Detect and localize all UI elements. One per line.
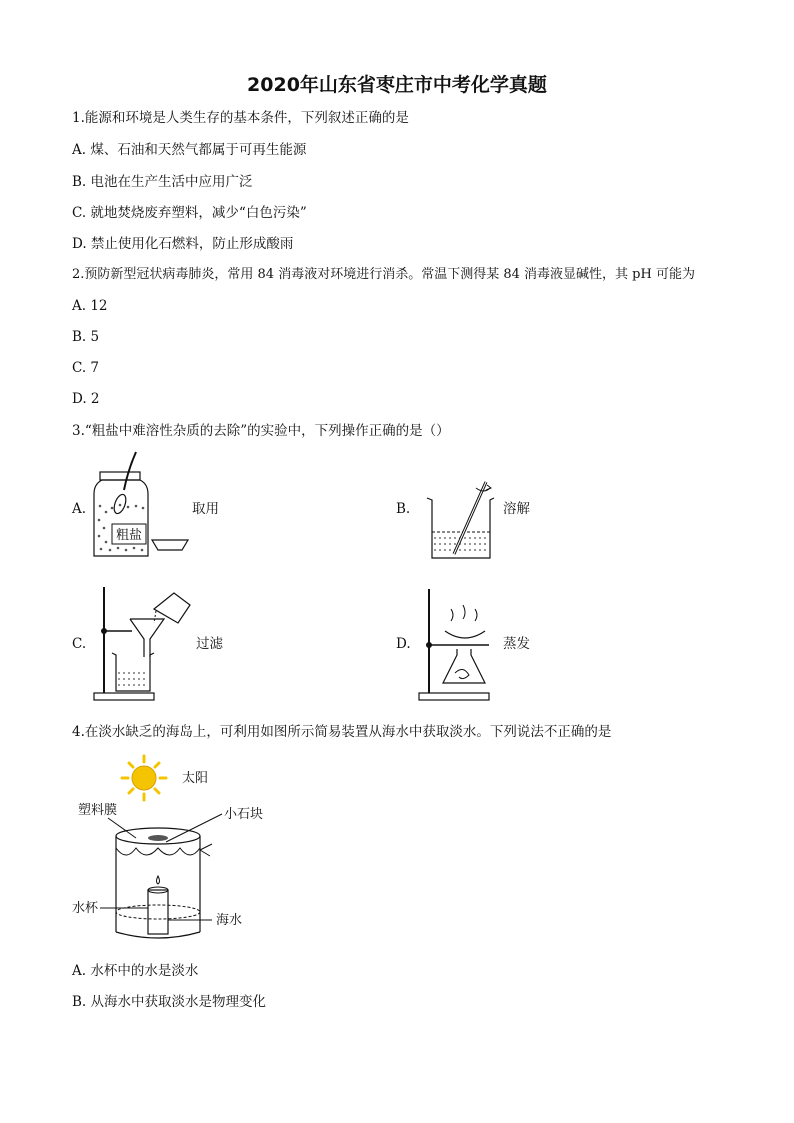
figure-c-caption: 过滤 — [196, 636, 223, 652]
question-4-option-b: B. 从海水中获取淡水是物理变化 — [72, 994, 267, 1010]
salt-jar-label: 粗盐 — [115, 528, 143, 543]
film-label: 塑料膜 — [78, 803, 118, 818]
seawater-label: 海水 — [216, 913, 243, 928]
figure-a-caption: 取用 — [192, 501, 219, 517]
question-1-option-c: C. 就地焚烧废弃塑料，减少“白色污染” — [72, 205, 307, 221]
solar-still-figure — [70, 752, 290, 952]
figure-b-caption: 溶解 — [503, 501, 530, 517]
question-4-stem: 4.在淡水缺乏的海岛上，可利用如图所示简易装置从海水中获取淡水。下列说法不正确的是 — [72, 724, 612, 740]
figure-d-caption: 蒸发 — [503, 636, 530, 652]
cup-label: 水杯 — [72, 901, 99, 916]
figure-a-letter: A. — [72, 501, 87, 517]
question-2-option-d: D. 2 — [72, 391, 100, 407]
salt-jar-figure — [90, 450, 195, 562]
stone-label: 小石块 — [224, 807, 264, 822]
question-2-option-c: C. 7 — [72, 360, 100, 376]
figure-b-letter: B. — [396, 501, 411, 517]
question-1-option-d: D. 禁止使用化石燃料，防止形成酸雨 — [72, 236, 294, 252]
question-1-stem: 1.能源和环境是人类生存的基本条件，下列叙述正确的是 — [72, 110, 409, 126]
sun-icon — [122, 756, 166, 800]
question-4-option-a: A. 水杯中的水是淡水 — [72, 963, 199, 979]
beaker-dissolve-figure — [424, 480, 504, 562]
question-2-stem: 2.预防新型冠状病毒肺炎，常用 84 消毒液对环境进行消杀。常温下测得某 84 消毒液显碱性，其 pH 可能为 — [72, 267, 695, 282]
question-2-option-a: A. 12 — [72, 298, 108, 314]
question-3-stem: 3.“粗盐中难溶性杂质的去除”的实验中，下列操作正确的是（） — [72, 423, 450, 439]
question-2-option-b: B. 5 — [72, 329, 100, 345]
figure-d-letter: D. — [396, 636, 411, 652]
page-title: 2020年山东省枣庄市中考化学真题 — [247, 74, 547, 96]
figure-c-letter: C. — [72, 636, 87, 652]
sun-label: 太阳 — [182, 771, 209, 786]
filtration-figure — [90, 583, 195, 703]
question-1-option-a: A. 煤、石油和天然气都属于可再生能源 — [72, 142, 307, 158]
evaporation-figure — [415, 585, 510, 703]
question-1-option-b: B. 电池在生产生活中应用广泛 — [72, 174, 253, 190]
